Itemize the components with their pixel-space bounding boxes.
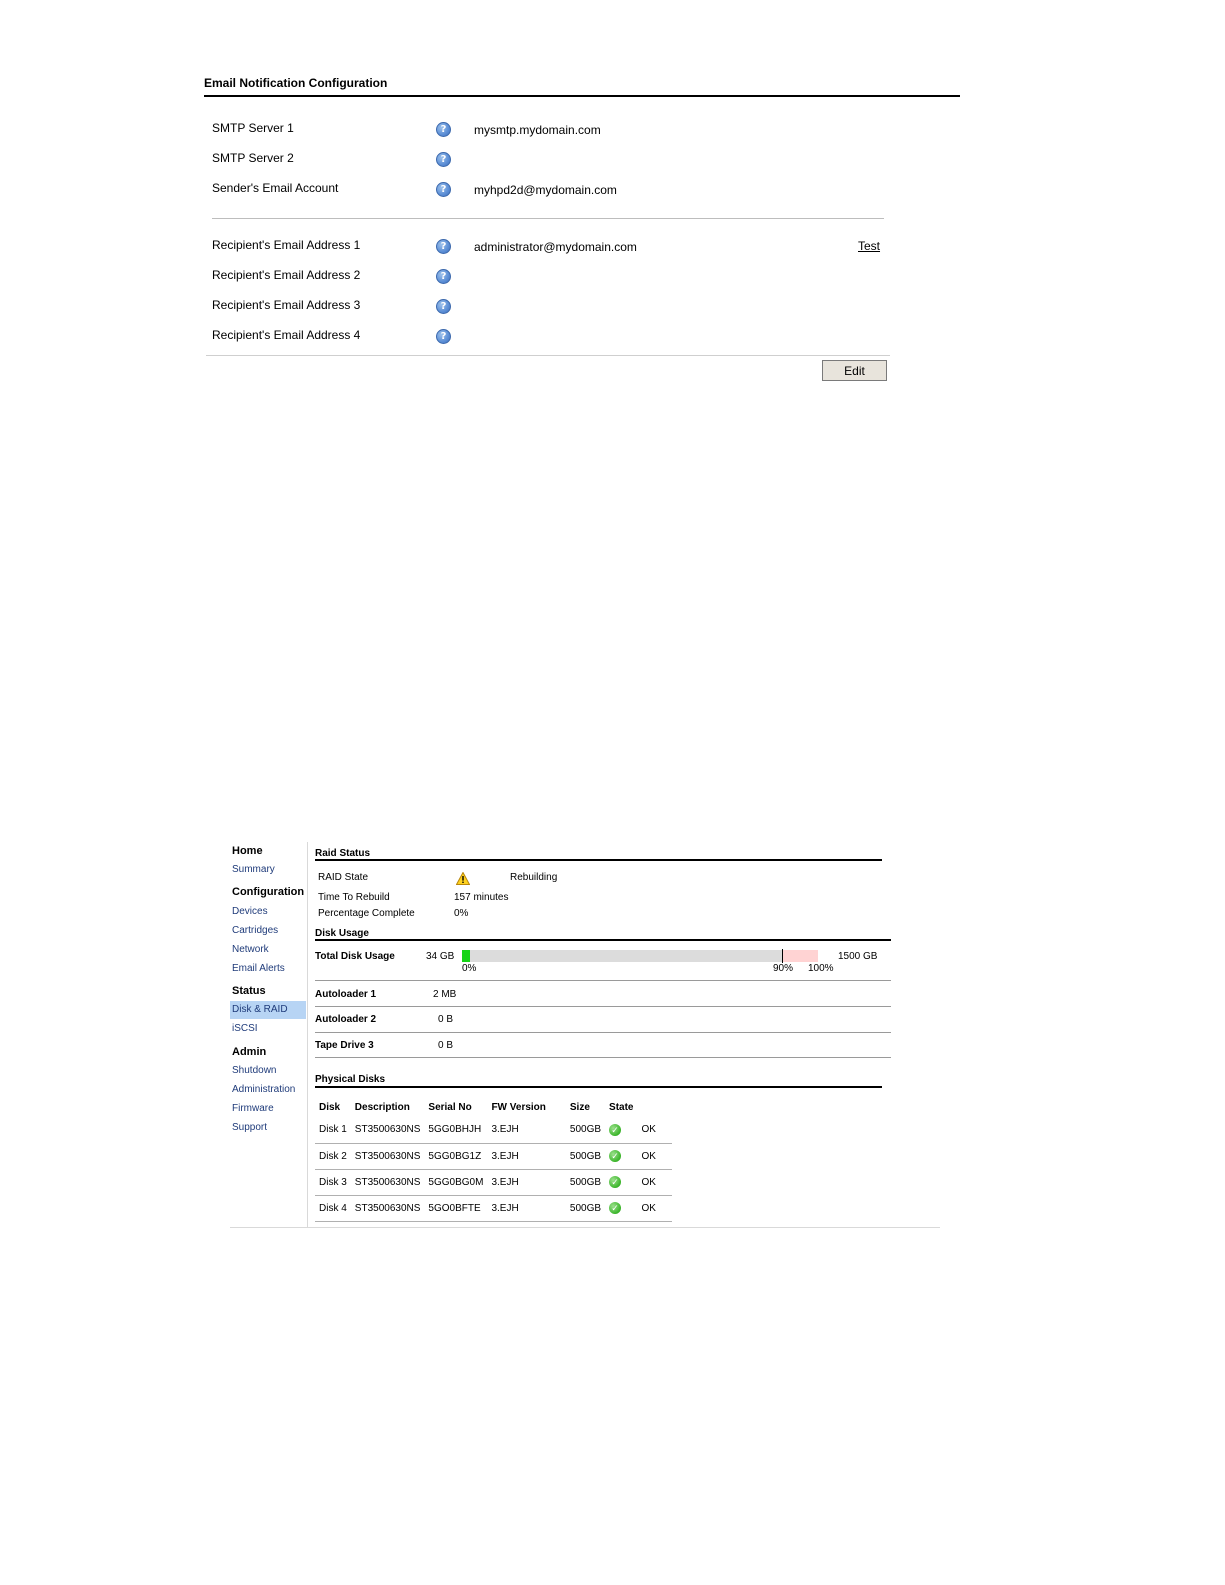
recipient-1-row	[204, 238, 894, 258]
test-link[interactable]: Test	[858, 239, 881, 253]
section-divider	[315, 859, 882, 861]
disk-usage-bar	[462, 950, 818, 962]
serial-cell: 5GG0BHJH	[424, 1117, 487, 1143]
help-icon[interactable]: ?	[436, 329, 451, 344]
total-capacity: 1500 GB	[838, 951, 878, 962]
sidebar-nav	[228, 842, 308, 1228]
fw-version-cell: 3.EJH	[487, 1195, 565, 1221]
table-row	[315, 1143, 672, 1169]
table-row	[315, 1117, 672, 1143]
tape-drive-3-label: Tape Drive 3	[315, 1040, 374, 1051]
help-icon[interactable]: ?	[436, 239, 451, 254]
rebuild-time-label: Time To Rebuild	[318, 892, 390, 903]
usage-fill	[462, 950, 470, 962]
help-icon[interactable]: ?	[436, 152, 451, 167]
row-divider	[315, 1006, 891, 1007]
fw-version-cell: 3.EJH	[487, 1169, 565, 1195]
serial-cell: 5GG0BG0M	[424, 1169, 487, 1195]
ok-check-icon: ✓	[609, 1202, 621, 1214]
row-divider	[315, 1032, 891, 1033]
description-cell: ST3500630NS	[351, 1143, 425, 1169]
nav-item-disk-raid[interactable]: Disk & RAID	[230, 1001, 306, 1019]
column-header-serial: Serial No	[428, 1101, 472, 1113]
state-icon-cell	[605, 1195, 637, 1221]
raid-state-label: RAID State	[318, 872, 369, 883]
autoloader-2-value: 0 B	[438, 1014, 454, 1025]
row-divider	[315, 980, 891, 981]
edit-button[interactable]: Edit	[822, 360, 887, 381]
state-icon-cell	[605, 1169, 637, 1195]
field-label: Recipient's Email Address 4	[212, 328, 361, 342]
recipient-4-row	[204, 328, 894, 348]
email-notification-panel	[204, 74, 960, 394]
section-divider	[315, 939, 891, 941]
disk-raid-panel	[228, 842, 940, 1232]
nav-item-firmware[interactable]: Firmware	[232, 1103, 274, 1114]
disk-cell: Disk 1	[315, 1117, 351, 1143]
state-text-cell: OK	[637, 1117, 671, 1143]
total-disk-usage-label: Total Disk Usage	[315, 951, 395, 962]
usage-warning-zone	[782, 950, 818, 962]
state-text-cell: OK	[637, 1195, 671, 1221]
description-cell: ST3500630NS	[351, 1169, 425, 1195]
field-label: SMTP Server 2	[212, 151, 294, 165]
column-header-fw-version: FW Version	[491, 1101, 546, 1113]
physical-disks-title: Physical Disks	[315, 1074, 386, 1085]
serial-cell: 5GO0BFTE	[424, 1195, 487, 1221]
warning-icon	[456, 872, 470, 885]
panel-bottom-divider	[230, 1227, 940, 1228]
column-header-disk: Disk	[319, 1101, 341, 1113]
description-cell: ST3500630NS	[351, 1195, 425, 1221]
nav-item-cartridges[interactable]: Cartridges	[232, 925, 279, 936]
column-header-description: Description	[354, 1101, 410, 1113]
percent-complete-value: 0%	[454, 908, 469, 919]
smtp-server-1-value: mysmtp.mydomain.com	[474, 123, 601, 137]
state-icon-cell	[605, 1143, 637, 1169]
usage-track	[462, 950, 818, 962]
nav-heading-configuration: Configuration	[232, 886, 305, 898]
raid-state-value: Rebuilding	[510, 872, 558, 883]
field-label: Recipient's Email Address 2	[212, 268, 361, 282]
usage-tick-0: 0%	[462, 963, 477, 974]
autoloader-1-value: 2 MB	[433, 989, 457, 1000]
autoloader-1-label: Autoloader 1	[315, 989, 377, 1000]
nav-item-administration[interactable]: Administration	[232, 1084, 296, 1095]
tape-drive-3-value: 0 B	[438, 1040, 454, 1051]
field-label: Sender's Email Account	[212, 181, 339, 195]
physical-disks-table	[315, 1097, 672, 1222]
table-row	[315, 1195, 672, 1221]
nav-heading-admin: Admin	[232, 1046, 267, 1058]
nav-item-network[interactable]: Network	[232, 944, 269, 955]
serial-cell: 5GG0BG1Z	[424, 1143, 487, 1169]
page-title: Email Notification Configuration	[204, 76, 388, 90]
field-label: Recipient's Email Address 3	[212, 298, 361, 312]
table-header-row	[315, 1097, 672, 1117]
disk-cell: Disk 3	[315, 1169, 351, 1195]
ok-check-icon: ✓	[609, 1124, 621, 1136]
size-cell: 500GB	[566, 1143, 605, 1169]
table-row	[315, 1169, 672, 1195]
section-divider	[315, 1086, 882, 1088]
size-cell: 500GB	[566, 1117, 605, 1143]
sender-account-row	[204, 181, 894, 201]
footer-divider	[206, 355, 890, 356]
ok-check-icon: ✓	[609, 1150, 621, 1162]
fw-version-cell: 3.EJH	[487, 1143, 565, 1169]
usage-tick-90: 90%	[773, 963, 794, 974]
nav-heading-home[interactable]: Home	[232, 845, 263, 857]
recipient-2-row	[204, 268, 894, 288]
ok-check-icon: ✓	[609, 1176, 621, 1188]
help-icon[interactable]: ?	[436, 299, 451, 314]
column-header-state: State	[609, 1101, 634, 1113]
disk-usage-title: Disk Usage	[315, 928, 369, 939]
rebuild-time-value: 157 minutes	[454, 892, 509, 903]
nav-item-summary[interactable]: Summary	[232, 864, 275, 875]
help-icon[interactable]: ?	[436, 122, 451, 137]
autoloader-2-label: Autoloader 2	[315, 1014, 377, 1025]
help-icon[interactable]: ?	[436, 182, 451, 197]
used-capacity: 34 GB	[426, 951, 455, 962]
field-label: Recipient's Email Address 1	[212, 238, 361, 252]
raid-status-title: Raid Status	[315, 848, 371, 859]
column-header-status	[637, 1097, 671, 1117]
help-icon[interactable]: ?	[436, 269, 451, 284]
usage-tick-100: 100%	[808, 963, 834, 974]
state-text-cell: OK	[637, 1169, 671, 1195]
fw-version-cell: 3.EJH	[487, 1117, 565, 1143]
disk-cell: Disk 4	[315, 1195, 351, 1221]
field-label: SMTP Server 1	[212, 121, 294, 135]
nav-item-iscsi[interactable]: iSCSI	[232, 1023, 258, 1034]
percent-complete-label: Percentage Complete	[318, 908, 415, 919]
title-divider	[204, 95, 960, 97]
smtp-server-2-row	[204, 151, 894, 171]
nav-heading-status: Status	[232, 985, 266, 997]
size-cell: 500GB	[566, 1195, 605, 1221]
section-divider	[212, 218, 884, 219]
nav-item-support[interactable]: Support	[232, 1122, 268, 1133]
nav-item-email-alerts[interactable]: Email Alerts	[232, 963, 285, 974]
sender-account-value: myhpd2d@mydomain.com	[474, 183, 617, 197]
column-header-size: Size	[569, 1101, 590, 1113]
state-icon-cell	[605, 1117, 637, 1143]
disk-cell: Disk 2	[315, 1143, 351, 1169]
row-divider	[315, 1057, 891, 1058]
state-text-cell: OK	[637, 1143, 671, 1169]
size-cell: 500GB	[566, 1169, 605, 1195]
usage-90-marker	[782, 949, 783, 963]
nav-item-devices[interactable]: Devices	[232, 906, 268, 917]
recipient-1-value: administrator@mydomain.com	[474, 240, 637, 254]
nav-item-shutdown[interactable]: Shutdown	[232, 1065, 277, 1076]
smtp-server-1-row	[204, 121, 894, 141]
recipient-3-row	[204, 298, 894, 318]
description-cell: ST3500630NS	[351, 1117, 425, 1143]
